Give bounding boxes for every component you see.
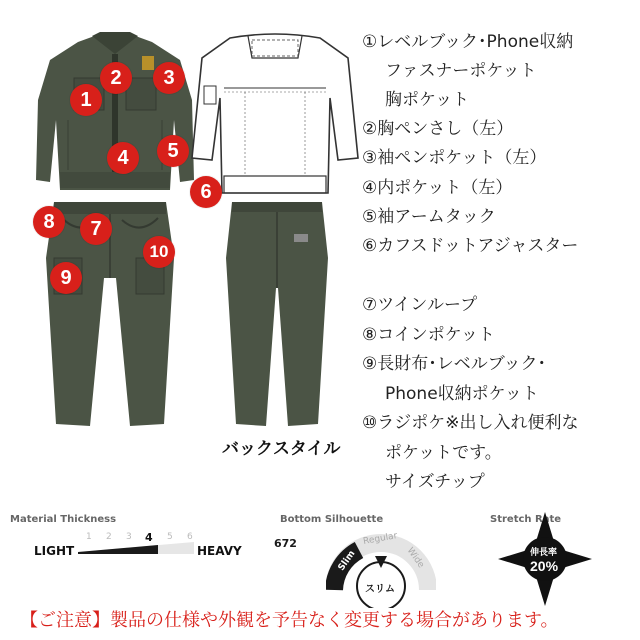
material-scale-6: 6 — [187, 532, 193, 542]
feature-8: ⑧コインポケット — [362, 325, 495, 345]
badge-7: 7 — [80, 213, 112, 245]
feature-7: ⑦ツインループ — [362, 295, 478, 315]
feature-9b: Phone収納ポケット — [385, 384, 539, 404]
badge-10: 10 — [143, 236, 175, 268]
badge-2: 2 — [100, 62, 132, 94]
badge-8: 8 — [33, 206, 65, 238]
material-light-label: LIGHT — [34, 544, 75, 558]
feature-1b: ファスナーポケット — [385, 61, 537, 81]
feature-10b: ポケットです。 — [385, 443, 502, 463]
feature-3: ③袖ペンポケット（左） — [362, 148, 547, 168]
silhouette-option-wide: Wide — [404, 545, 426, 571]
feature-10c: サイズチップ — [385, 472, 485, 492]
badge-6: 6 — [190, 176, 222, 208]
stretch-rate-value: 20% — [530, 558, 559, 574]
jacket-back-drawing — [190, 28, 360, 198]
silhouette-title: Bottom Silhouette — [280, 514, 384, 525]
badge-9: 9 — [50, 262, 82, 294]
material-thickness-title: Material Thickness — [10, 514, 117, 525]
material-scale-3: 3 — [126, 532, 132, 542]
notice-text: 【ご注意】製品の仕様や外観を予告なく変更する場合があります。 — [20, 610, 559, 631]
jacket-front-photo — [30, 30, 200, 205]
stretch-rate-label: 伸長率 — [530, 548, 558, 558]
material-scale-2: 2 — [106, 532, 112, 542]
feature-6: ⑥カフスドットアジャスター — [362, 236, 579, 256]
badge-1: 1 — [70, 84, 102, 116]
feature-9: ⑨長財布･レベルブック･ — [362, 354, 547, 374]
pants-back-photo — [222, 198, 332, 428]
back-style-label: バックスタイル — [222, 439, 341, 459]
silhouette-option-regular: Regular — [362, 531, 399, 547]
material-scale-1: 1 — [86, 532, 92, 542]
feature-5: ⑤袖アームタック — [362, 207, 496, 227]
feature-2: ②胸ペンさし（左） — [362, 119, 514, 139]
feature-10: ⑩ラジポケ※出し入れ便利な — [362, 413, 579, 433]
silhouette-code: 672 — [274, 537, 297, 550]
badge-4: 4 — [107, 142, 139, 174]
silhouette-option-slim: Slim — [336, 549, 358, 573]
material-scale-4: 4 — [145, 531, 153, 544]
feature-1: ①レベルブック･Phone収納 — [362, 32, 574, 52]
material-heavy-label: HEAVY — [197, 544, 242, 558]
stretch-rate-title: Stretch Rate — [490, 514, 562, 525]
feature-4: ④内ポケット（左） — [362, 178, 513, 198]
material-thickness-scale — [76, 528, 196, 564]
silhouette-selected-label: スリム — [365, 584, 395, 595]
badge-5: 5 — [157, 135, 189, 167]
badge-3: 3 — [153, 62, 185, 94]
material-scale-5: 5 — [167, 532, 173, 542]
feature-1c: 胸ポケット — [385, 90, 470, 110]
